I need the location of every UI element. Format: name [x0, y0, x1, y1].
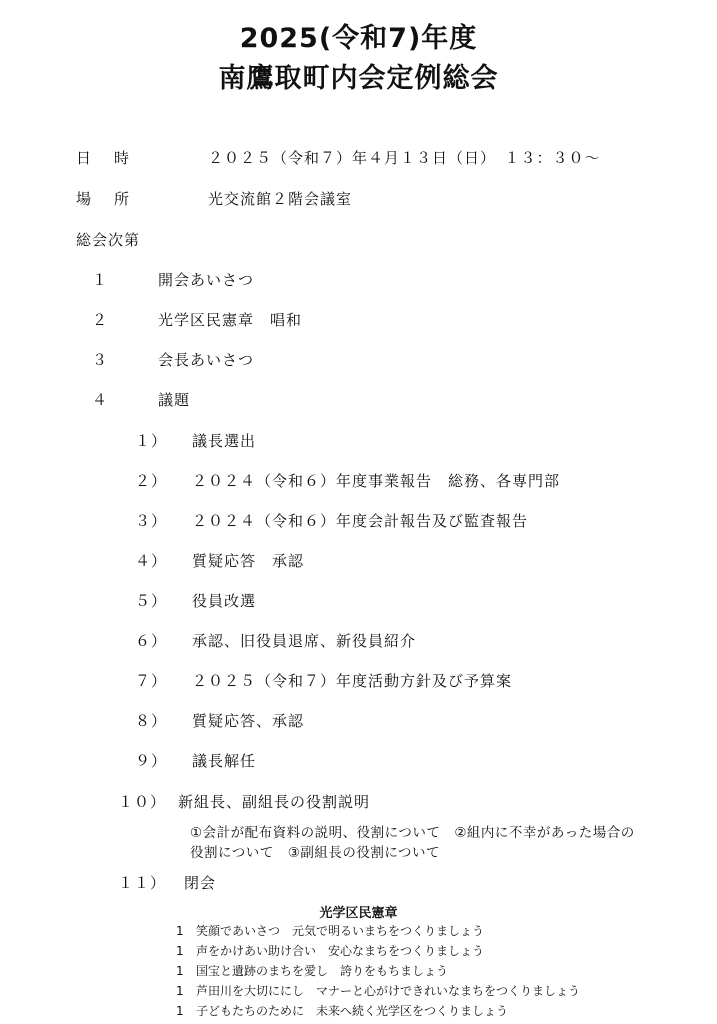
sub-item-text: 新組長、副組長の役割説明	[178, 793, 371, 811]
sub-item-number: ２）	[135, 472, 168, 490]
charter-item-number: 1	[176, 924, 184, 938]
title-line-1: 2025(令和7)年度	[239, 23, 478, 54]
agenda-item-number: ４	[92, 391, 109, 409]
agenda-item-text: 開会あいさつ	[158, 271, 255, 289]
sub-item-number: ４）	[135, 552, 168, 570]
charter-item-text: 国宝と遺跡のまちを愛し 誇りをもちましょう	[196, 964, 449, 978]
charter-item-number: 1	[176, 964, 184, 978]
charter-item-number: 1	[176, 1004, 184, 1018]
charter-item-text: 声をかけあい助け合い 安心なまちをつくりましょう	[196, 944, 485, 958]
agenda-item-number: １	[92, 271, 109, 289]
sub-item-number: ８）	[135, 712, 168, 730]
date-value: ２０２５（令和７）年４月１３日（日） １３：３０～	[208, 149, 601, 167]
sub-item-text: ２０２４（令和６）年度事業報告 総務、各専門部	[192, 472, 561, 490]
charter-item-number: 1	[176, 944, 184, 958]
sub-item-text: 閉会	[184, 874, 217, 892]
sub-item-text: ２０２５（令和７）年度活動方針及び予算案	[192, 672, 513, 690]
agenda-heading: 総会次第	[76, 231, 141, 249]
sub-item-text: 議長選出	[192, 432, 257, 450]
sub-item-number: ５）	[135, 592, 168, 610]
agenda-item-number: ２	[92, 311, 109, 329]
sub-item-text: 議長解任	[192, 752, 257, 770]
date-label: 日 時	[76, 149, 134, 167]
sub-item-number: ７）	[135, 672, 168, 690]
sub-item-text: ２０２４（令和６）年度会計報告及び監査報告	[192, 512, 529, 530]
sub-item-number: １１）	[118, 874, 167, 892]
sub-item-text: 質疑応答 承認	[192, 552, 305, 570]
sub-item-number: ９）	[135, 752, 168, 770]
sub-item-number: １）	[135, 432, 168, 450]
charter-item-text: 笑顔であいさつ 元気で明るいまちをつくりましょう	[196, 924, 485, 938]
place-value: 光交流館２階会議室	[208, 190, 353, 208]
charter-item-text: 芦田川を大切ににし マナーと心がけできれいなまちをつくりましょう	[196, 984, 581, 998]
sub-item-text: 承認、旧役員退席、新役員紹介	[192, 632, 417, 650]
charter-title: 光学区民憲章	[319, 906, 398, 921]
agenda-item-number: ３	[92, 351, 109, 369]
title-line-2: 南鷹取町内会定例総会	[218, 63, 499, 94]
sub-item-note-line-1: ①会計が配布資料の説明、役割について ②組内に不幸があった場合の	[190, 825, 635, 841]
agenda-item-text: 議題	[158, 391, 191, 409]
charter-item-text: 子どもたちのために 未来へ続く光学区をつくりましょう	[196, 1004, 509, 1018]
agenda-item-text: 会長あいさつ	[158, 351, 255, 369]
sub-item-text: 役員改選	[192, 592, 257, 610]
sub-item-text: 質疑応答、承認	[192, 712, 305, 730]
sub-item-number: ６）	[135, 632, 168, 650]
charter-item-number: 1	[176, 984, 184, 998]
agenda-item-text: 光学区民憲章 唱和	[158, 311, 303, 329]
place-label: 場 所	[76, 190, 134, 208]
sub-item-number: ３）	[135, 512, 168, 530]
sub-item-number: １０）	[118, 793, 167, 811]
sub-item-note-line-2: 役割について ③副組長の役割について	[190, 845, 441, 861]
